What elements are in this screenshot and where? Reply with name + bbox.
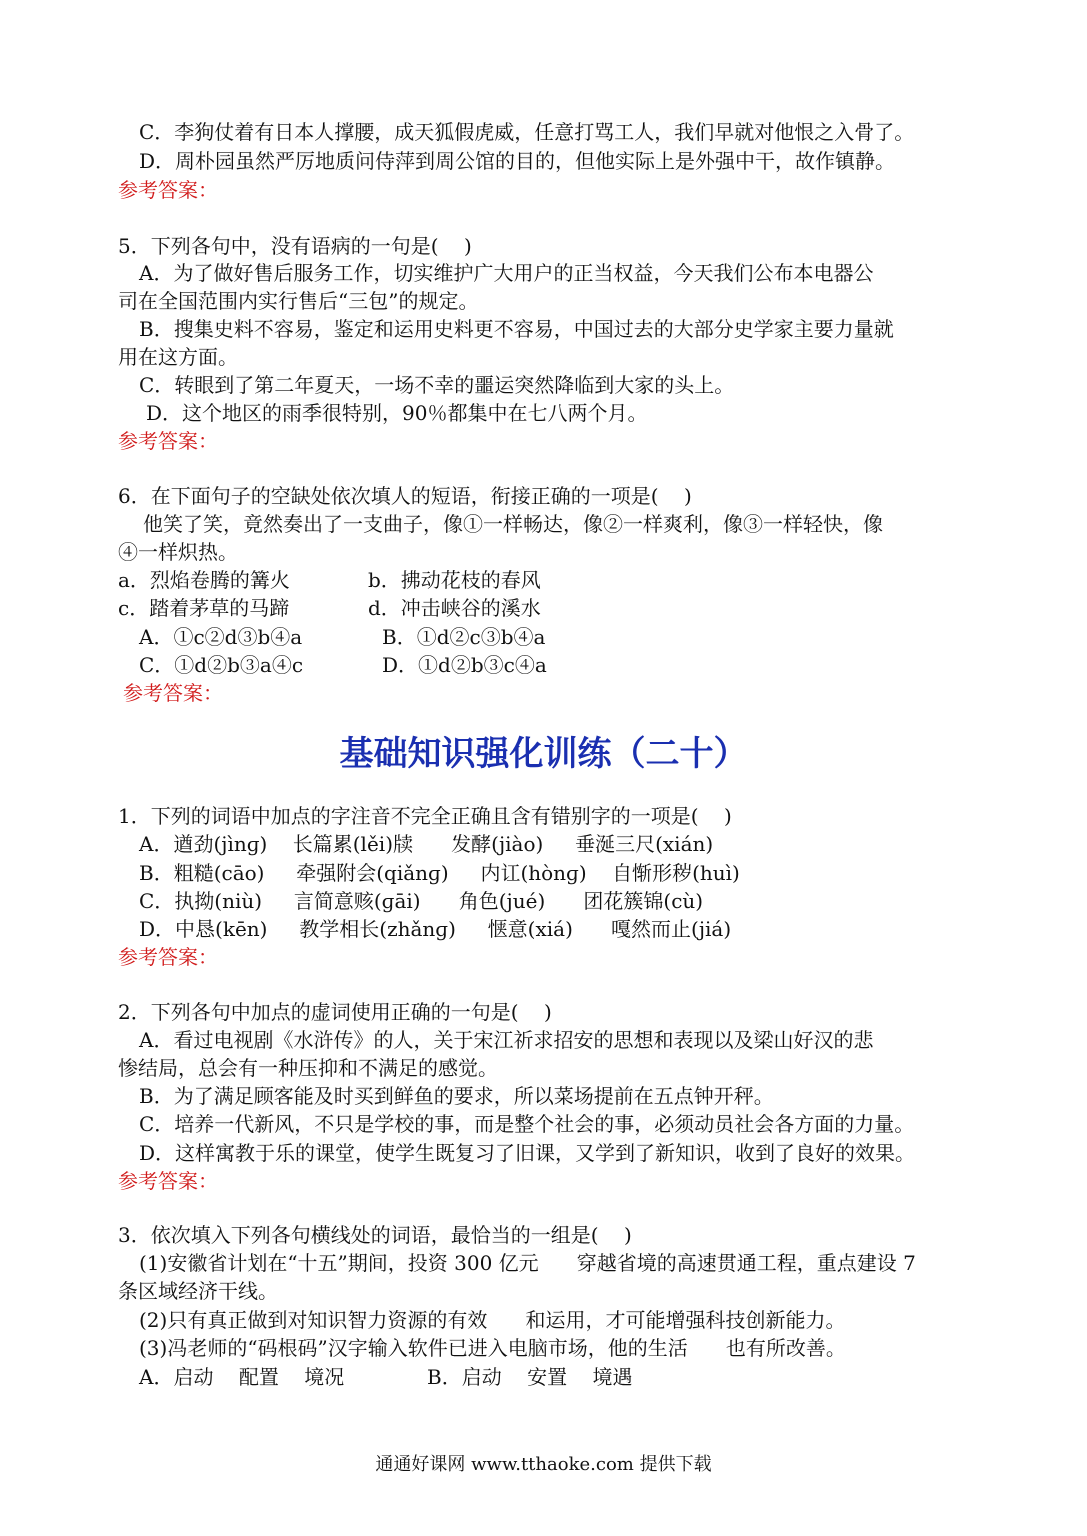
s2-q2-option-a-line2: 惨结局，总会有一种压抑和不满足的感觉。: [118, 1056, 498, 1080]
q6-stem: 6．在下面句子的空缺处依次填人的短语，衔接正确的一项是( ): [118, 484, 692, 508]
s2-q3-option-a: A．启动 配置 境况: [139, 1365, 345, 1389]
s2-q1-option-b: B．粗糙(cāo) 牵强附会(qiǎnɡ) 内讧(hònɡ) 自惭形秽(huì): [139, 861, 740, 885]
q5-stem: 5．下列各句中，没有语病的一句是( ): [118, 234, 472, 258]
s2-q3-item1-line2: 条区域经济干线。: [118, 1279, 278, 1303]
q5-option-b-line2: 用在这方面。: [118, 345, 238, 369]
q6-option-d: D．①d②b③c④a: [382, 653, 547, 677]
s2-q2-option-d: D．这样寓教于乐的课堂，使学生既复习了旧课，又学到了新知识，收到了良好的效果。: [139, 1141, 916, 1165]
s2-q1-stem: 1．下列的词语中加点的字注音不完全正确且含有错别字的一项是( ): [118, 804, 732, 828]
section-title: 基础知识强化训练（二十）: [339, 734, 748, 774]
q6-phrase-c: c．踏着茅草的马蹄: [118, 596, 290, 620]
q5-option-a-line2: 司在全国范围内实行售后“三包”的规定。: [118, 289, 479, 313]
q6-option-c: C．①d②b③a④c: [139, 653, 304, 677]
q5-option-a-line1: A．为了做好售后服务工作，切实维护广大用户的正当权益，今天我们公布本电器公: [139, 261, 874, 285]
s2-q2-option-c: C．培养一代新风，不只是学校的事，而是整个社会的事，必须动员社会各方面的力量。: [139, 1112, 915, 1136]
s2-q3-stem: 3．依次填入下列各句横线处的词语，最恰当的一组是( ): [118, 1223, 632, 1247]
s2-q2-stem: 2．下列各句中加点的虚词使用正确的一句是( ): [118, 1000, 552, 1024]
q5-option-c: C．转眼到了第二年夏天，一场不幸的噩运突然降临到大家的头上。: [139, 373, 735, 397]
q5-option-d: D．这个地区的雨季很特别，90％都集中在七八两个月。: [146, 401, 648, 425]
s2-q2-option-a-line1: A．看过电视剧《水浒传》的人，关于宋江祈求招安的思想和表现以及梁山好汉的悲: [139, 1028, 874, 1052]
s2-q1-option-d: D．中恳(kēn) 教学相长(zhǎnɡ) 惬意(xiá) 嘎然而止(jiá): [139, 917, 732, 941]
s2-q2-option-b: B．为了满足顾客能及时买到鲜鱼的要求，所以菜场提前在五点钟开秤。: [139, 1084, 774, 1108]
s2-q3-item2: (2)只有真正做到对知识智力资源的有效 和运用，才可能增强科技创新能力。: [139, 1308, 846, 1332]
page-footer: 通通好课网 www.tthaoke.com 提供下载: [375, 1454, 712, 1475]
q5-option-b-line1: B．搜集史料不容易，鉴定和运用史料更不容易，中国过去的大部分史学家主要力量就: [139, 317, 894, 341]
q6-sentence-line1: 他笑了笑，竟然奏出了一支曲子，像①一样畅达，像②一样爽利，像③一样轻快，像: [143, 512, 883, 536]
q4-option-c: C．李狗仗着有日本人撑腰，成天狐假虎威，任意打骂工人，我们早就对他恨之入骨了。: [139, 120, 915, 144]
s2-q1-answer-label: 参考答案：: [118, 945, 218, 969]
q6-phrase-d: d．冲击峡谷的溪水: [368, 596, 541, 620]
q6-sentence-line2: ④一样炽热。: [118, 540, 238, 564]
q6-answer-label: 参考答案：: [123, 681, 223, 705]
q6-option-b: B．①d②c③b④a: [382, 625, 546, 649]
s2-q3-item1-line1: (1)安徽省计划在“十五”期间，投资 300 亿元 穿越省境的高速贯通工程，重点建设 7: [139, 1251, 916, 1275]
s2-q3-item3: (3)冯老师的“码根码”汉字输入软件已进入电脑市场，他的生活 也有所改善。: [139, 1336, 846, 1360]
q6-option-a: A．①c②d③b④a: [139, 625, 303, 649]
s2-q1-option-a: A．遒劲(jìnɡ) 长篇累(lěi)牍 发酵(jiào) 垂涎三尺(xián): [139, 832, 714, 856]
q4-answer-label: 参考答案：: [118, 178, 218, 202]
s2-q1-option-c: C．执拗(niù) 言简意赅(ɡāi) 角色(jué) 团花簇锦(cù): [139, 889, 704, 913]
q6-phrase-b: b．拂动花枝的春风: [368, 568, 541, 592]
s2-q2-answer-label: 参考答案：: [118, 1169, 218, 1193]
q6-phrase-a: a．烈焰卷腾的篝火: [118, 568, 290, 592]
q4-option-d: D．周朴园虽然严厉地质问侍萍到周公馆的目的，但他实际上是外强中干，故作镇静。: [139, 149, 896, 173]
s2-q3-option-b: B．启动 安置 境遇: [427, 1365, 633, 1389]
q5-answer-label: 参考答案：: [118, 429, 218, 453]
